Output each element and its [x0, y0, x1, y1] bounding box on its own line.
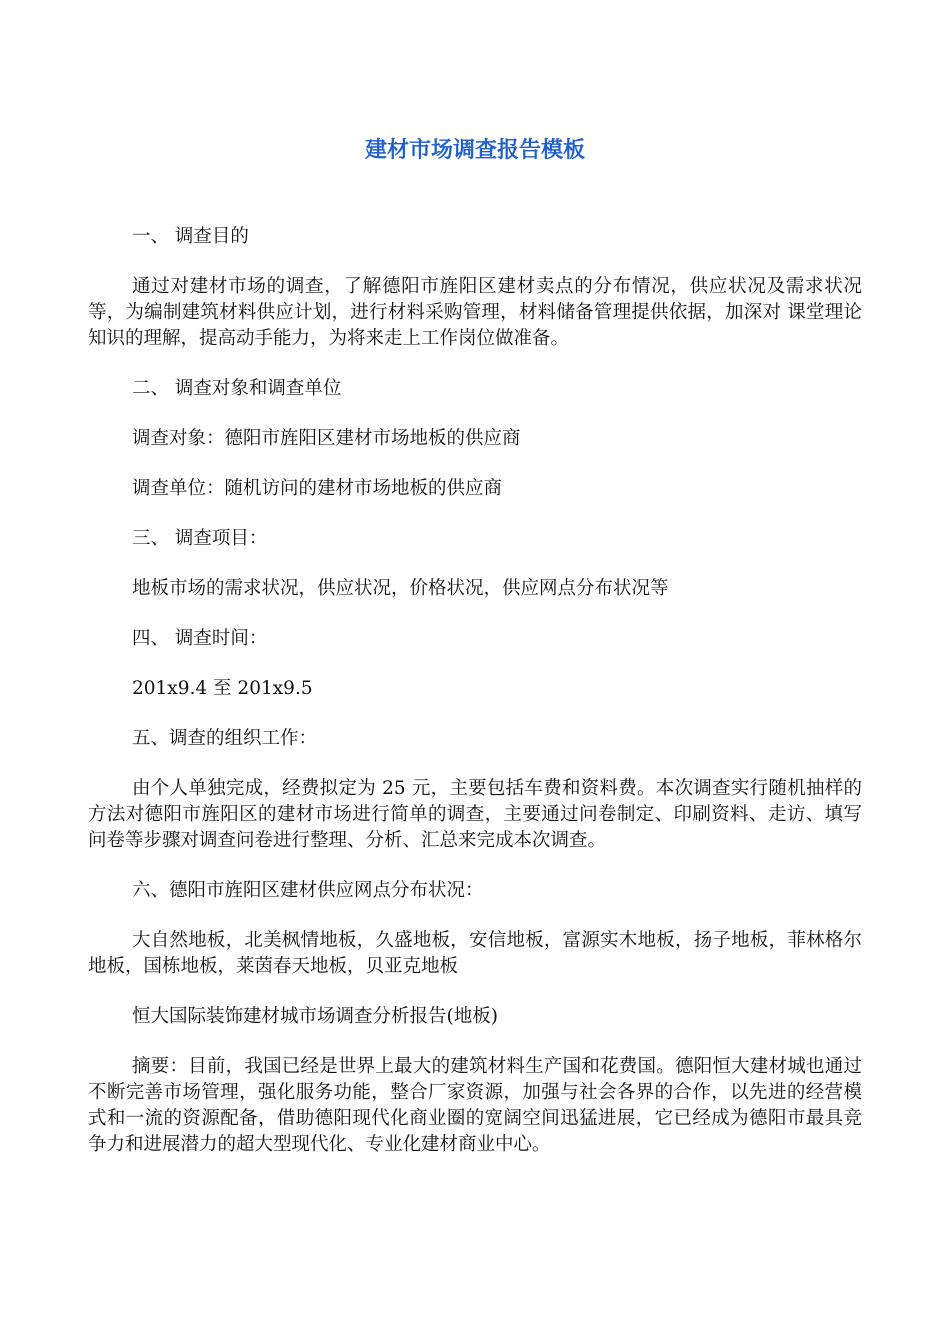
heading-section-6: 六、德阳市旌阳区建材供应网点分布状况： [132, 880, 484, 901]
heading-section-5: 五、调查的组织工作： [132, 728, 318, 749]
paragraph-survey-items: 地板市场的需求状况，供应状况，价格状况，供应网点分布状况等 [132, 578, 669, 599]
document-title: 建材市场调查报告模板 [364, 138, 585, 163]
heading-section-3: 三、 调查项目： [132, 528, 268, 549]
heading-section-1: 一、 调查目的 [132, 226, 249, 247]
paragraph-abstract: 摘要：目前，我国已经是世界上最大的建筑材料生产国和花费国。德阳恒大建材城也通过不断完善市场管理，强化服务功能，整合厂家资源，加强与社会各界的合作，以先进的经营模式和一流的资源配备，借助德阳现代化商业圈的宽阔空间迅猛进展，它已经成为德阳市最具竞争力和进展潜力的超大型现代化、专业化建材商业中心。 [88, 1056, 862, 1155]
paragraph-report-title: 恒大国际装饰建材城市场调查分析报告(地板) [132, 1006, 498, 1027]
paragraph-purpose: 通过对建材市场的调查，了解德阳市旌阳区建材卖点的分布情况，供应状况及需求状况等，为编制建筑材料供应计划，进行材料采购管理，材料储备管理提供依据，加深对 课堂理论知识的理解，提高动手能力，为将来走上工作岗位做准备。 [88, 276, 862, 349]
paragraph-survey-unit: 调查单位：随机访问的建材市场地板的供应商 [132, 478, 503, 499]
paragraph-brands: 大自然地板，北美枫情地板，久盛地板，安信地板，富源实木地板，扬子地板，菲林格尔地板，国栋地板，莱茵春天地板，贝亚克地板 [88, 930, 862, 977]
heading-section-4: 四、 调查时间： [132, 628, 268, 649]
paragraph-survey-time: 201x9.4 至 201x9.5 [132, 678, 313, 699]
paragraph-survey-object: 调查对象：德阳市旌阳区建材市场地板的供应商 [132, 428, 521, 449]
heading-section-2: 二、 调查对象和调查单位 [132, 378, 342, 399]
document-body [88, 224, 862, 1182]
paragraph-organization: 由个人单独完成，经费拟定为 25 元，主要包括车费和资料费。本次调查实行随机抽样的方法对德阳市旌阳区的建材市场进行简单的调查，主要通过问卷制定、印刷资料、走访、填写问卷等步骤对调查问卷进行整理、分析、汇总来完成本次调查。 [88, 778, 862, 851]
